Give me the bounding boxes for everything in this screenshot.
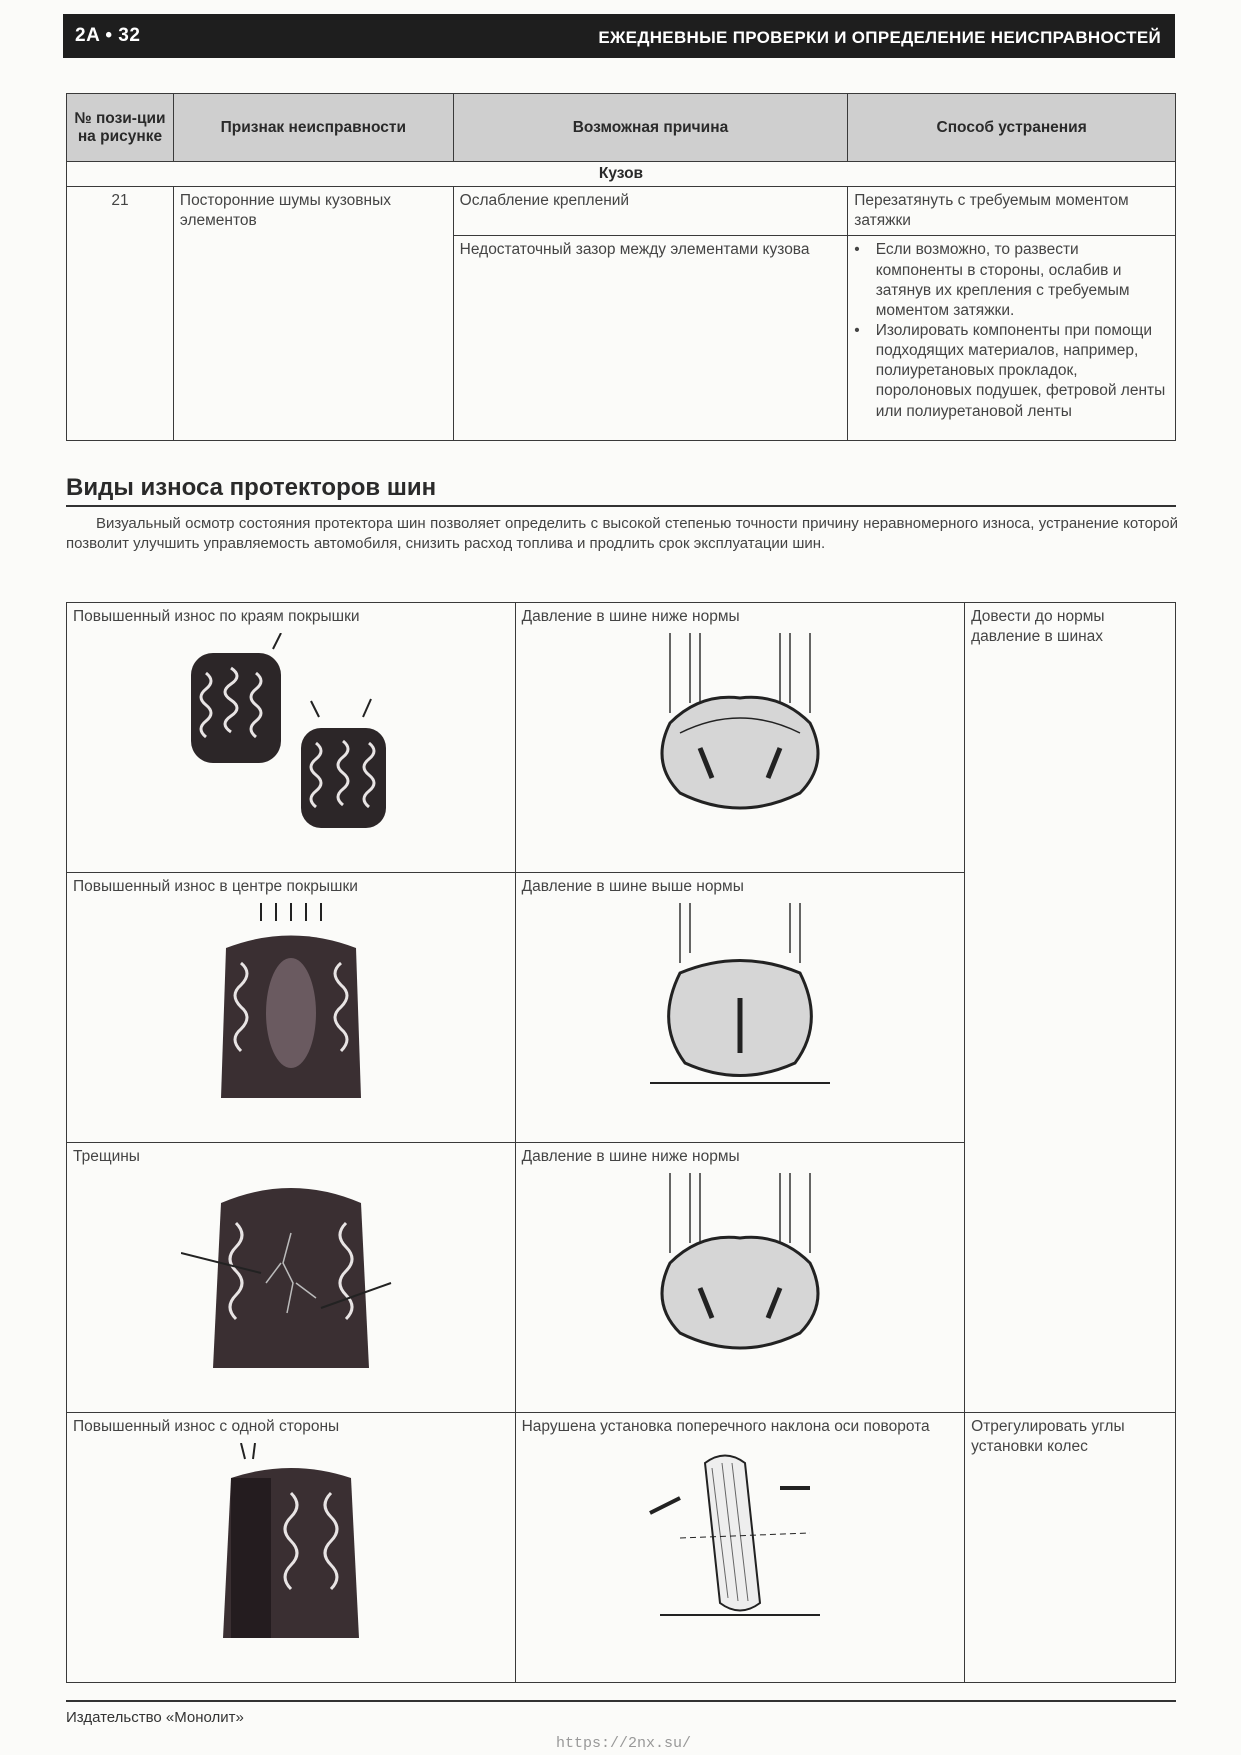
fix-cell: Довести до нормы давление в шинах — [965, 603, 1176, 1413]
tire-center-wear-illustration — [211, 903, 371, 1103]
footer-divider — [66, 1700, 1176, 1702]
group-row-body: Кузов — [67, 162, 1176, 187]
section-number: 2A • 32 — [75, 25, 141, 46]
cause-cell: Давление в шине выше нормы — [515, 873, 965, 1143]
underinflated-tire-cross-section — [640, 633, 840, 823]
wear-type-cell: Повышенный износ по краям покрышки — [67, 603, 516, 873]
intro-paragraph: Визуальный осмотр состояния протектора шин позволяет определить с высокой степенью точности причину неравномерного износа, устранение которой позволит улучшить управляемость автомобиля, снизить расход топлива и продлить срок эксплуатации шин. — [66, 515, 1178, 553]
tire-one-side-wear-illustration — [211, 1443, 371, 1643]
position-number: 21 — [67, 187, 174, 441]
fault-table — [66, 93, 1176, 441]
cause-cell: Недостаточный зазор между элементами кузова — [453, 236, 848, 441]
cause-cell: Нарушена установка поперечного наклона оси поворота — [515, 1413, 965, 1683]
table-row — [67, 187, 1176, 236]
wear-type-cell: Повышенный износ в центре покрышки — [67, 873, 516, 1143]
cause-cell: Давление в шине ниже нормы — [515, 603, 965, 873]
section-divider — [66, 505, 1176, 507]
cause-cell: Давление в шине ниже нормы — [515, 1143, 965, 1413]
column-header-symptom: Признак неисправности — [173, 94, 453, 162]
tire-edge-wear-illustration — [181, 633, 401, 833]
publisher-name: Издательство «Монолит» — [66, 1709, 244, 1726]
bullet-icon: • — [854, 321, 860, 339]
cause-cell: Ослабление креплений — [453, 187, 848, 236]
symptom-cell: Посторонние шумы кузовных элементов — [173, 187, 453, 441]
column-header-position: № пози-ции на рисунке — [67, 94, 174, 162]
remedy-cell: Перезатянуть с требуемым моментом затяжки — [848, 187, 1176, 236]
section-title: Виды износа протекторов шин — [66, 474, 437, 501]
column-header-cause: Возможная причина — [453, 94, 848, 162]
bullet-icon: • — [854, 241, 860, 259]
table-row — [67, 1413, 1176, 1683]
page-header — [63, 14, 1175, 58]
wear-type-cell: Повышенный износ с одной стороны — [67, 1413, 516, 1683]
fix-cell: Отрегулировать углы установки колес — [965, 1413, 1176, 1683]
remedy-bullet: • Изолировать компоненты при помощи подходящих материалов, например, полиуретановых прокладок, поролоновых подушек, фетровой ленты или полиуретановой ленты — [854, 321, 1169, 422]
tire-wear-table — [66, 602, 1176, 1683]
remedy-cell — [848, 236, 1176, 441]
wheel-camber-misalignment-illustration — [640, 1443, 840, 1623]
wear-type-cell: Трещины — [67, 1143, 516, 1413]
tire-cracks-illustration — [181, 1173, 401, 1373]
column-header-remedy: Способ устранения — [848, 94, 1176, 162]
remedy-bullet: • Если возможно, то развести компоненты в стороны, ослабив и затянув их крепления с требуемым моментом затяжки. — [854, 240, 1169, 321]
overinflated-tire-cross-section — [640, 903, 840, 1093]
chapter-title: ЕЖЕДНЕВНЫЕ ПРОВЕРКИ И ОПРЕДЕЛЕНИЕ НЕИСПРАВНОСТЕЙ — [598, 28, 1161, 47]
watermark-url[interactable]: https://2nx.su/ — [556, 1735, 692, 1752]
table-row — [67, 603, 1176, 873]
underinflated-tire-cross-section — [640, 1173, 840, 1363]
